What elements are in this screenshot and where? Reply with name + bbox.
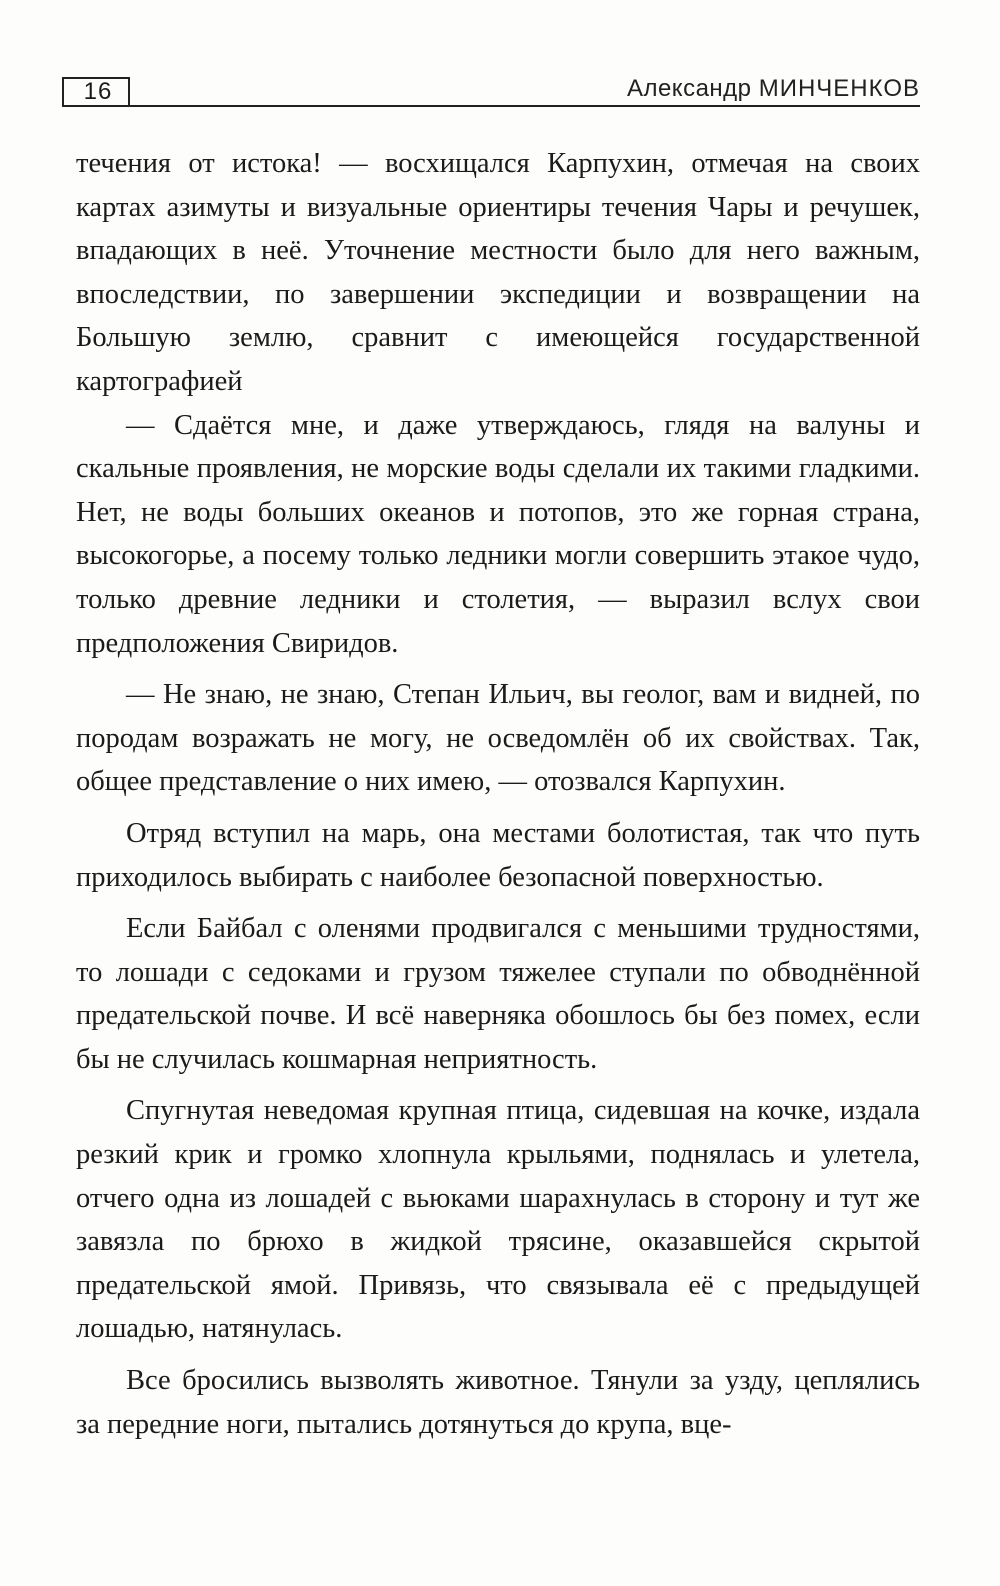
running-head-author <box>627 75 920 103</box>
paragraph: — Не знаю, не знаю, Степан Ильич, вы геолог, вам и видней, по породам возражать не могу, не осведомлён об их свойствах. Так, общее представление о них имею, — отозвался Карпухин. <box>76 679 920 798</box>
paragraph: Спугнутая неведомая крупная птица, сидевшая на кочке, издала резкий крик и громко хлопнула крыльями, поднялась и улетела, отчего одна из лошадей с вьюками шарахнулась в сторону и тут же завязла по брюхо в жидкой трясине, оказавшейся скрытой предательской ямой. Привязь, что связывала её с предыдущей лошадью, натянулась. <box>76 1095 920 1345</box>
paragraph: течения от истока! — восхищался Карпухин, отмечая на своих картах азимуты и визуальные ориентиры течения Чары и речушек, впадающих в неё. Уточнение местности было для него важным, впоследствии, по завершении экспедиции и возвращении на Большую землю, сравнит с имеющейся государственной картографией <box>76 148 920 397</box>
page-number: 16 <box>83 78 113 105</box>
paragraph: Если Байбал с оленями продвигался с меньшими трудностями, то лошади с седоками и грузом тяжелее ступали по обводнённой предательской почве. И всё наверняка обошлось бы без помех, если бы не случилась кошмарная неприятность. <box>76 913 920 1075</box>
paragraph: — Сдаётся мне, и даже утверждаюсь, глядя на валуны и скальные проявления, не морские воды сделали их такими гладкими. Нет, не воды больших океанов и потопов, это же горная страна, высокогорье, а посему только ледники могли совершить этакое чудо, только древние ледники и столетия, — выразил вслух свои предположения Свиридов. <box>76 409 920 659</box>
author-first-name: Александр <box>626 75 752 102</box>
paragraph: Отряд вступил на марь, она местами болотистая, так что путь приходилось выбирать с наиболее безопасной поверхностью. <box>76 817 920 893</box>
body-text <box>76 142 920 1446</box>
paragraph: Все бросились вызволять животное. Тянули за узду, цеплялись за передние ноги, пытались дотянуться до крупа, вце- <box>76 1365 920 1440</box>
header-rule <box>62 105 920 107</box>
author-surname: МИНЧЕНКОВ <box>758 75 920 102</box>
